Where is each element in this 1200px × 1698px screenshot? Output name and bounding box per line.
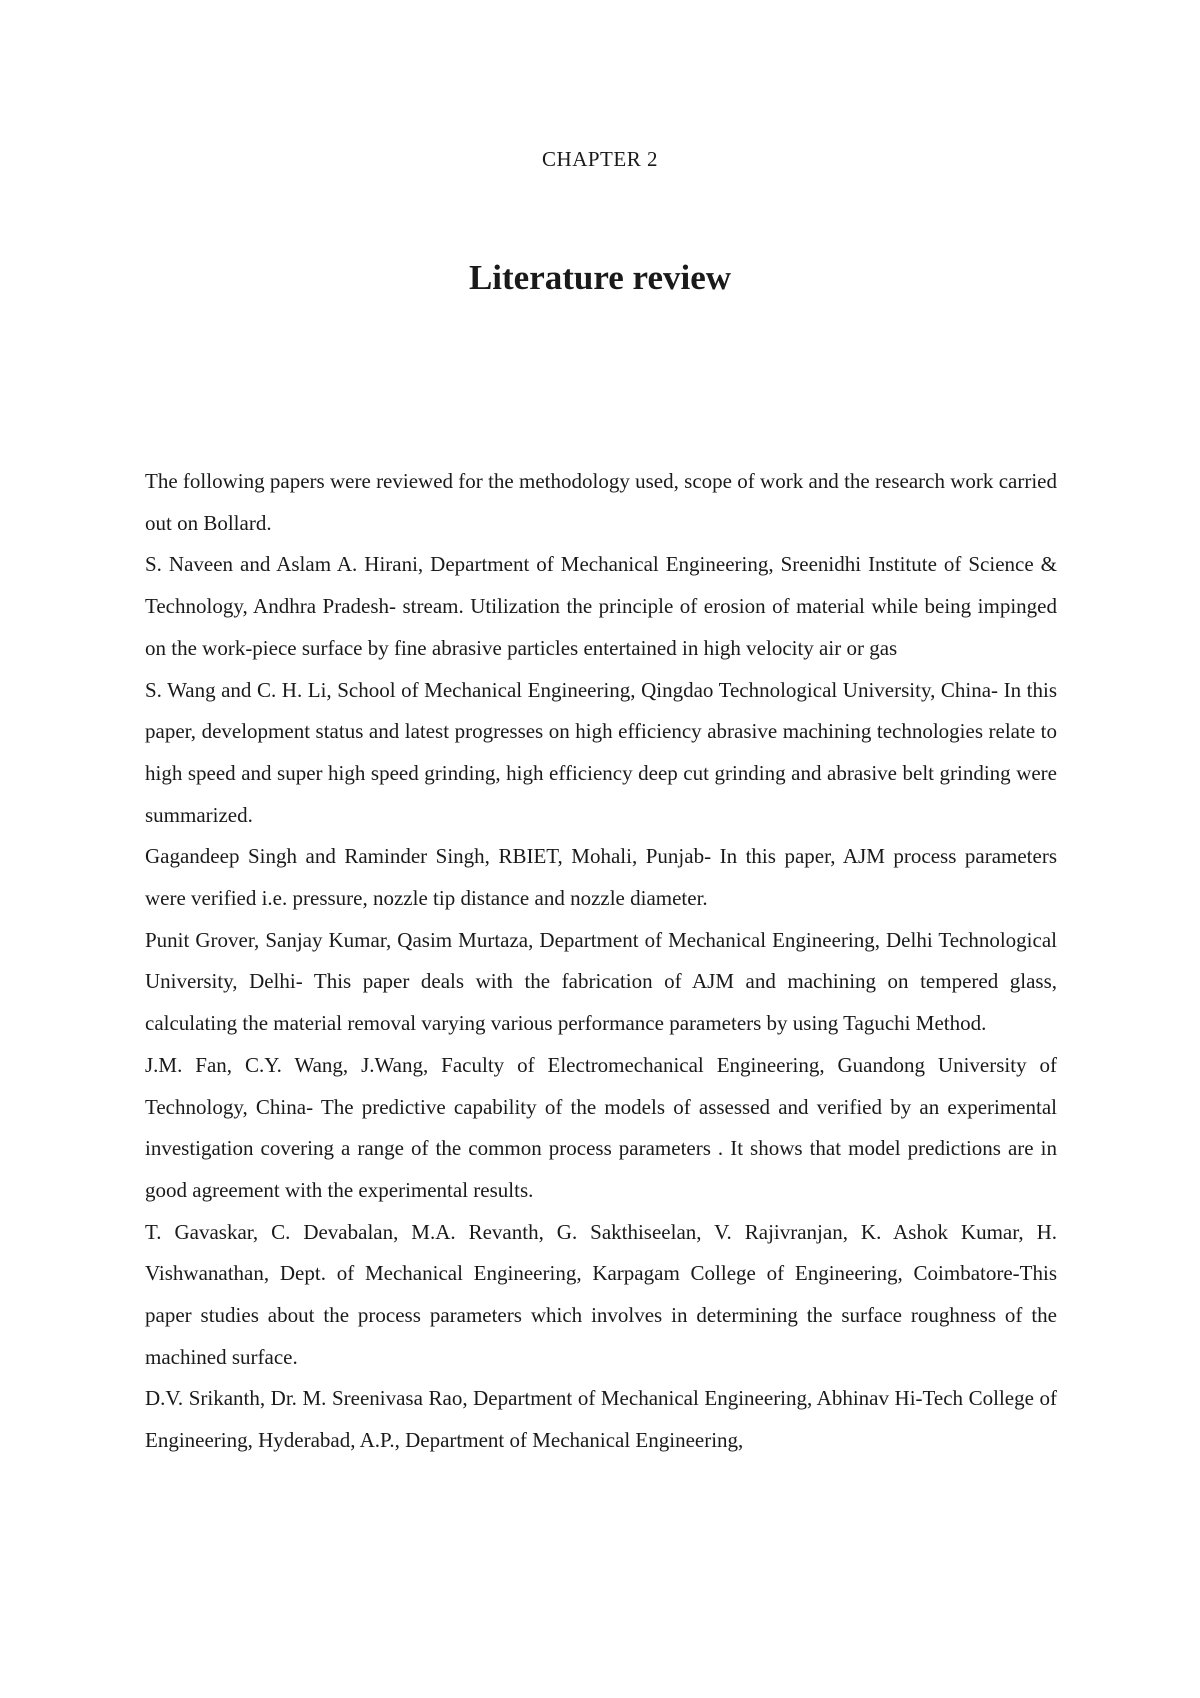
paragraph-gavaskar-et-al: T. Gavaskar, C. Devabalan, M.A. Revanth, G. Sakthiseelan, V. Rajivranjan, K. Ashok Kumar, H. Vishwanathan, Dept. of Mechanical Engineering, Karpagam College of Engineering, Coimbatore-This paper studies about the process parameters which involves in determining the surface roughness of the machined surface.	[145, 1219, 1057, 1369]
paragraph-fan-wang: J.M. Fan, C.Y. Wang, J.Wang, Faculty of Electromechanical Engineering, Guandong University of Technology, China- The predictive capability of the models of assessed and verified by an experimental investigation covering a range of the common process parameters . It shows that model predictions are in good agreement with the experimental results.	[145, 1052, 1057, 1202]
chapter-label: CHAPTER 2	[542, 147, 658, 171]
paragraph-grover-kumar-murtaza: Punit Grover, Sanjay Kumar, Qasim Murtaza, Department of Mechanical Engineering, Delhi Technological University, Delhi- This paper deals with the fabrication of AJM and machining on tempered glass, calculating the material removal varying various performance parameters by using Taguchi Method.	[145, 927, 1057, 1036]
paragraph-intro: The following papers were reviewed for the methodology used, scope of work and the research work carried out on Bollard.	[145, 469, 1057, 535]
body-text	[145, 461, 1057, 1462]
paragraph-singh-singh: Gagandeep Singh and Raminder Singh, RBIET, Mohali, Punjab- In this paper, AJM process parameters were verified i.e. pressure, nozzle tip distance and nozzle diameter.	[145, 844, 1057, 911]
page-title: Literature review	[468, 258, 732, 297]
paragraph-srikanth-rao: D.V. Srikanth, Dr. M. Sreenivasa Rao, Department of Mechanical Engineering, Abhinav Hi-Tech College of Engineering, Hyderabad, A.P., Department of Mechanical Engineering,	[145, 1386, 1057, 1453]
paragraph-naveen-hirani: S. Naveen and Aslam A. Hirani, Department of Mechanical Engineering, Sreenidhi Institute of Science & Technology, Andhra Pradesh- stream. Utilization the principle of erosion of material while being impinged on the work-piece surface by fine abrasive particles entertained in high velocity air or gas	[145, 552, 1057, 660]
paragraph-wang-li: S. Wang and C. H. Li, School of Mechanical Engineering, Qingdao Technological University, China- In this paper, development status and latest progresses on high efficiency abrasive machining technologies relate to high speed and super high speed grinding, high efficiency deep cut grinding and abrasive belt grinding were summarized.	[145, 677, 1057, 827]
